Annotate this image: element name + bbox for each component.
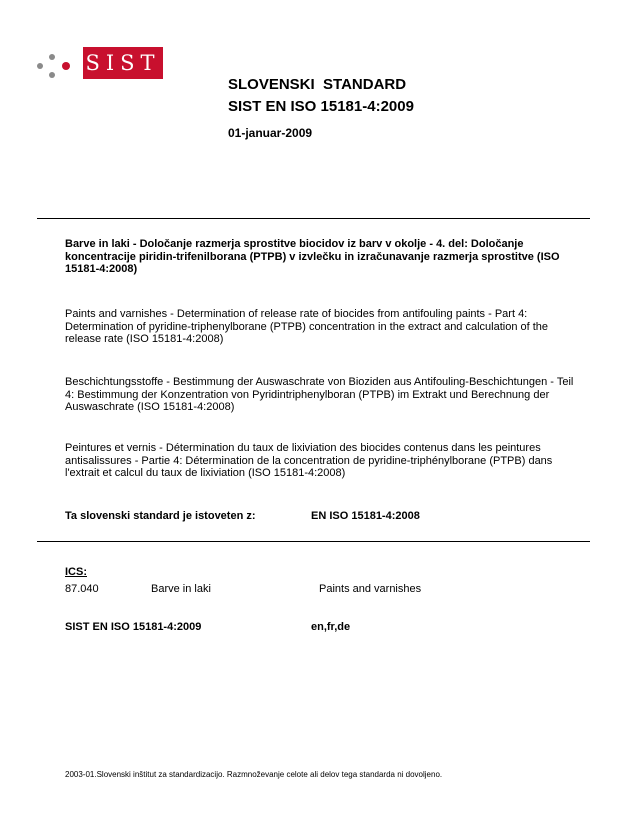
top-divider — [37, 218, 590, 219]
title-english: Paints and varnishes - Determination of release rate of biocides from antifouling paints - Part 4: Determination of pyridine-triphenylborane (PTPB) concentration in the extract and calculation of the release rate (ISO 15181-4:2008) — [65, 308, 549, 345]
logo-dot — [49, 72, 55, 78]
standard-languages: en,fr,de — [311, 621, 351, 633]
logo-dot — [62, 62, 70, 70]
ics-code: 87.040 — [65, 583, 99, 595]
standard-type-heading: SLOVENSKI STANDARD — [228, 76, 407, 93]
identical-value: EN ISO 15181-4:2008 — [311, 510, 420, 522]
logo-dot — [49, 54, 55, 60]
ics-name-english: Paints and varnishes — [319, 583, 422, 595]
logo-dot — [37, 63, 43, 69]
publication-date: 01-januar-2009 — [228, 126, 313, 140]
title-french: Peintures et vernis - Détermination du taux de lixiviation des biocides contenus dans les peintures antisalissures - Partie 4: Détermination de la concentration de pyridine-triphénylborane (PTPB) dans l'extrait et calcul du taux de lixiviation (ISO 15181-4:2008) — [65, 442, 553, 479]
sist-logo — [0, 0, 200, 100]
title-slovenian: Barve in laki - Določanje razmerja sprostitve biocidov iz barv v okolje - 4. del: Določanje koncentracije piridin-trifenilborana (PTPB) v izvlečku in izračunavanje razmerja sprostitve (ISO 15181-4:2008) — [65, 238, 560, 275]
title-german: Beschichtungsstoffe - Bestimmung der Auswaschrate von Bioziden aus Antifouling-Beschichtungen - Teil 4: Bestimmung der Konzentration von Pyridintriphenylboran (PTPB) im Extrakt und Berechnung der Auswaschrate (ISO 15181-4:2008) — [65, 376, 574, 413]
ics-name-slovenian: Barve in laki — [151, 583, 211, 595]
copyright-footer: 2003-01.Slovenski inštitut za standardizacijo. Razmnoževanje celote ali delov tega standarda ni dovoljeno. — [65, 770, 443, 779]
standard-code: SIST EN ISO 15181-4:2009 — [65, 621, 202, 633]
identical-label: Ta slovenski standard je istoveten z: — [65, 510, 256, 522]
bottom-divider — [37, 541, 590, 542]
logo-wordmark: SIST — [83, 47, 163, 79]
standard-code-heading: SIST EN ISO 15181-4:2009 — [228, 98, 414, 115]
ics-label: ICS: — [65, 566, 87, 578]
